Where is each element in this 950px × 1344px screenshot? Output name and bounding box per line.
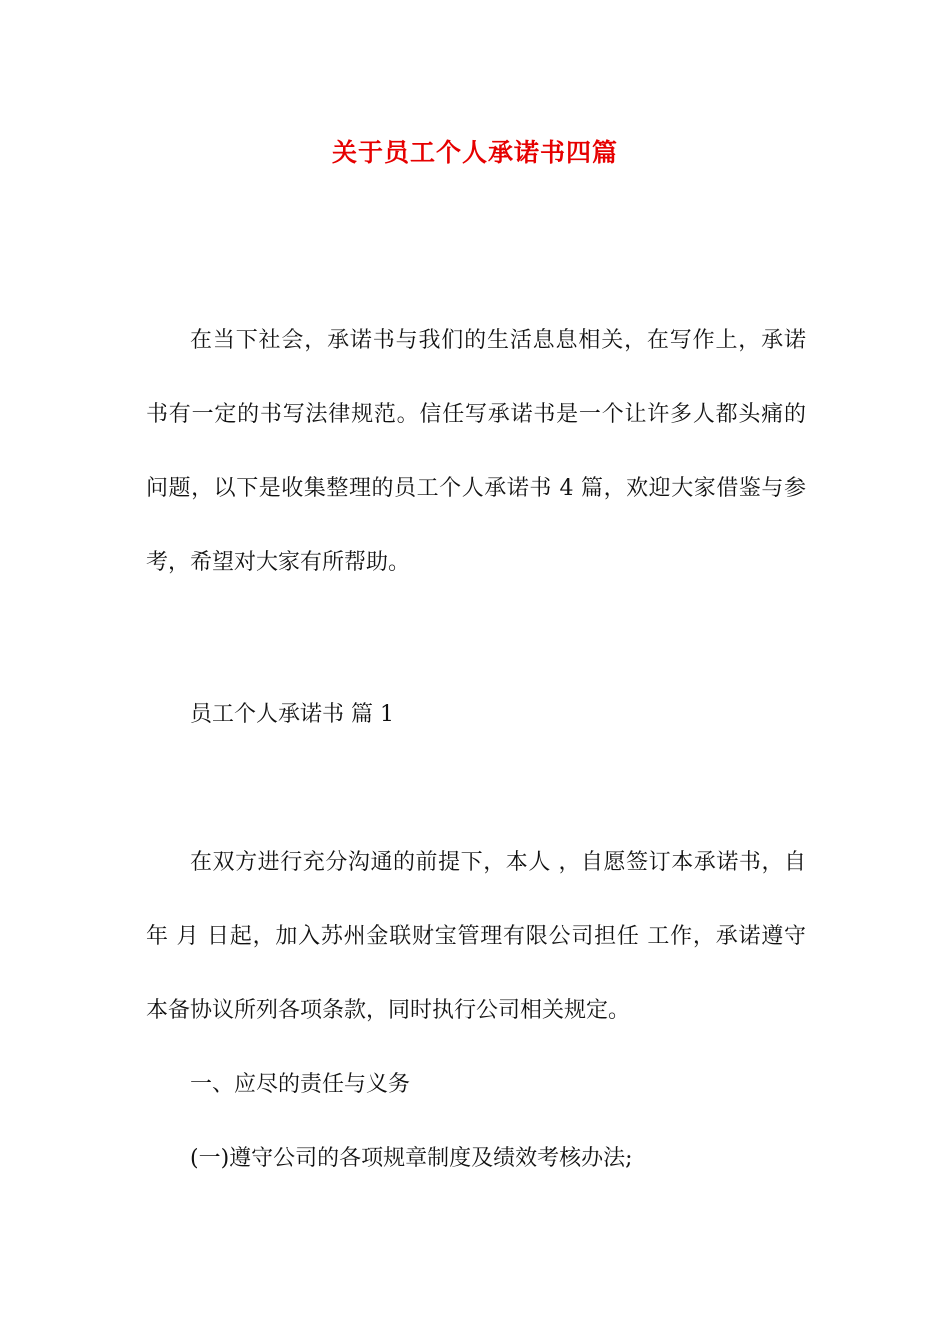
document-title: 关于员工个人承诺书四篇 (331, 138, 618, 167)
section-heading: 员工个人承诺书 篇 1 (190, 702, 394, 727)
body-line-2: 年 月 日起，加入苏州金联财宝管理有限公司担任 工作，承诺遵守 (146, 924, 806, 949)
intro-line-2: 书有一定的书写法律规范。信任写承诺书是一个让许多人都头痛的 (146, 402, 806, 427)
body-line-1: 在双方进行充分沟通的前提下，本人 ，自愿签订本承诺书，自 (190, 850, 806, 875)
intro-line-3: 问题，以下是收集整理的员工个人承诺书 4 篇，欢迎大家借鉴与参 (146, 476, 806, 501)
intro-line-4: 考，希望对大家有所帮助。 (146, 550, 411, 575)
item-1: (一)遵守公司的各项规章制度及绩效考核办法; (190, 1146, 633, 1171)
item-heading: 一、应尽的责任与义务 (190, 1072, 411, 1097)
intro-line-1: 在当下社会，承诺书与我们的生活息息相关，在写作上，承诺 (190, 328, 806, 353)
body-line-3: 本备协议所列各项条款，同时执行公司相关规定。 (146, 998, 631, 1023)
